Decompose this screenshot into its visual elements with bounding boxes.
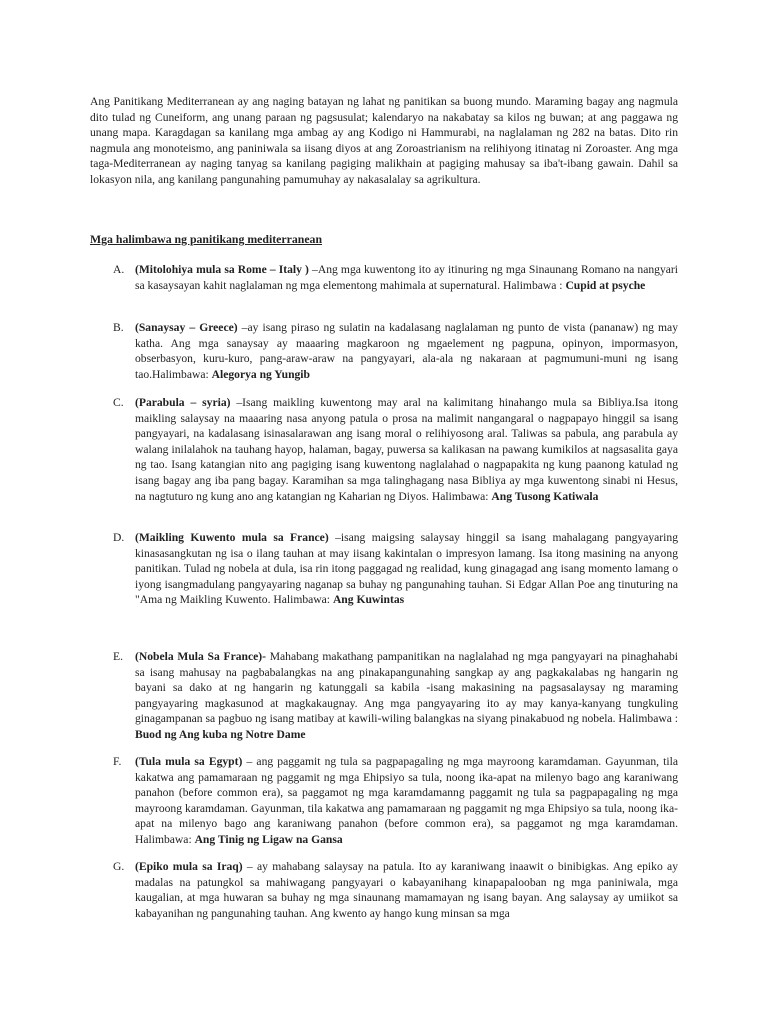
item-body: [135, 320, 678, 382]
list-item-g: [90, 859, 678, 921]
list-item-d: [90, 530, 678, 608]
intro-paragraph: Ang Panitikang Mediterranean ay ang naging batayan ng lahat ng panitikan sa buong mundo. Maraming bagay ang nagmula dito tulad ng Cuneiform, ang unang paraan ng pagsusulat; kalendaryo na nakabatay sa kilos ng buwan; at ang paggawa ng unang mapa. Karagdagan sa kanilang mga ambag ay ang Kodigo ni Hammurabi, na naglalaman ng 282 na batas. Dito rin nagmula ang monoteismo, ang paniniwala sa iisang diyos at ang Zoroastrianism na relihiyong itinatag ni Zoroaster. Ang mga taga-Mediterranean ay naging tanyag sa kanilang pagiging malikhain at pagiging mahusay sa iba't-ibang gawain. Dahil sa lokasyon nila, ang kanilang pangunahing pamumuhay ay nakasalalay sa agrikultura.: [90, 95, 678, 186]
item-letter: F.: [113, 755, 122, 768]
item-text: –isang maigsing salaysay hinggil sa isang mahalagang pangyayaring kinasasangkutan ng isa o ilang tauhan at may iisang kakintalan o impresyon lamang. Isa itong masining na anyong panitikan. Tulad ng nobela at dula, isa rin itong paggagad ng realidad, kung ginagagad ang isang momento lamang o iyong isangmadulang pangyayaring naganap sa buhay ng pangunahing tauhan. Si Edgar Allan Poe ang tinuturing na "Ama ng Maikling Kuwento. Halimbawa:: [135, 531, 678, 607]
list-item-c: [90, 395, 678, 504]
item-body: [135, 395, 678, 504]
list-item-a: [90, 262, 678, 293]
item-letter: G.: [113, 860, 125, 873]
item-example: Ang Kuwintas: [332, 593, 405, 607]
item-example: Ang Tinig ng Ligaw na Gansa: [194, 832, 343, 846]
item-text: – ang paggamit ng tula sa pagpapagaling ng mga mayroong karamdaman. Gayunman, tila kakatwa ang pamamaraan ng paggamit ng mga Ehipsiyo sa tula, noong ika-apat na milenyo bago ang karaniwang panahon (before common era), sa paggamot ng mga karamdamanng paggamit ng tula sa pagpapagaling ng mga mayroong karamdaman. Gayunman, tila kakatwa ang pamamaraan ng paggamit ng mga Ehipsiyo sa tula, noong ika-apat na milenyo bago ang karaniwang panahon (before common era), sa paggamot ng mga karamdaman. Halimbawa:: [135, 755, 678, 846]
item-text: –ay isang piraso ng sulatin na kadalasang naglalaman ng punto de vista (pananaw) ng may katha. Ang mga sanaysay ay maaaring magkaroon ng mgaelement ng pagpuna, opinyon, impormasyon, obserbasyon, kuru-kuro, pang-araw-araw na pangyayari, ala-ala ng nakaraan at pagmumuni-muni ng isang tao.Halimbawa:: [135, 321, 679, 381]
item-label: (Nobela Mula Sa France)-: [135, 650, 266, 663]
item-label: (Tula mula sa Egypt): [135, 755, 243, 768]
item-label: (Mitolohiya mula sa Rome – Italy ): [135, 263, 309, 276]
item-label: (Sanaysay – Greece): [135, 321, 238, 334]
item-text: –Isang maikling kuwentong may aral na kalimitang hinahango mula sa Bibliya.Isa itong maikling salaysay na maaaring nasa anyong patula o prosa na malimit nangangaral o nagpapayo hinggil sa isang pangyayari, na kadalasang isinasalarawan ang isang moral o relihiyosong aral. Taliwas sa pabula, ang parabula ay walang inilalahok na tauhang hayop, halaman, bagay, puwersa sa kalikasan na pawang kumikilos at nagsasalita gaya ng tao. Isang katangian nito ang pagiging isang kuwentong naglalahad o nagpapakita ng kung paanong katulad ng isang bagay ang iba pang bagay. Karamihan sa mga talinghagang nasa Bibliya ay mga kuwentong sinabi ni Hesus, na nagtuturo ng kung ano ang katangian ng Kaharian ng Diyos. Halimbawa:: [135, 396, 678, 503]
list-item-f: [90, 754, 678, 848]
list-item-b: [90, 320, 678, 382]
item-body: [135, 754, 678, 848]
item-body: [135, 649, 678, 743]
item-text: – ay mahabang salaysay na patula. Ito ay karaniwang inaawit o binibigkas. Ang epiko ay madalas na patungkol sa mahiwagang pangyayari o kabayanihang kinapapalooban ng mga paniniwala, mga kaugalian, at mga huwaran sa buhay ng mga sinaunang mamamayan ng isang bayan. Ang salaysay ay umiikot sa kabayanihan ng pangunahing tauhan. Ang kwento ay hango kung minsan sa mga: [135, 860, 678, 920]
item-letter: D.: [113, 531, 125, 544]
item-letter: E.: [113, 650, 123, 663]
item-text: Mahabang makathang pampanitikan na naglalahad ng mga pangyayari na pinaghahabi sa isang mahusay na pagbabalangkas na ang pinakapangunahing sangkap ay ang pagkakalabas ng hangarin ng bayani sa dako at ng hangarin ng katunggali sa kabila -isang makasining na pagsasalaysay ng maraming pangyayaring magkasunod at magkakaugnay. Ang mga pangyayaring ito ay may kanya-kanyang tungkuling ginagampanan sa pagbuo ng isang matibay at kawili-wiling balangkas na siyang pinakabuod ng nobela. Halimbawa :: [135, 650, 678, 726]
item-letter: B.: [113, 321, 124, 334]
item-example: Buod ng Ang kuba ng Notre Dame: [135, 727, 306, 741]
item-body: [135, 262, 678, 293]
list-item-e: [90, 649, 678, 743]
item-body: [135, 859, 678, 921]
item-label: (Parabula – syria): [135, 396, 231, 409]
item-label: (Maikling Kuwento mula sa France): [135, 531, 329, 544]
item-example: Ang Tusong Katiwala: [491, 489, 599, 503]
item-label: (Epiko mula sa Iraq): [135, 860, 243, 873]
item-text: –Ang mga kuwentong ito ay itinuring ng mga Sinaunang Romano na nangyari sa kasaysayan kahit naglalaman ng mga elementong mahimala at supernatural. Halimbawa :: [135, 263, 678, 292]
item-example: Alegorya ng Yungib: [211, 367, 310, 381]
item-example: Cupid at psyche: [565, 278, 646, 292]
section-heading: Mga halimbawa ng panitikang mediterranean: [90, 232, 323, 246]
item-letter: A.: [113, 263, 125, 276]
item-letter: C.: [113, 396, 124, 409]
item-body: [135, 530, 678, 608]
